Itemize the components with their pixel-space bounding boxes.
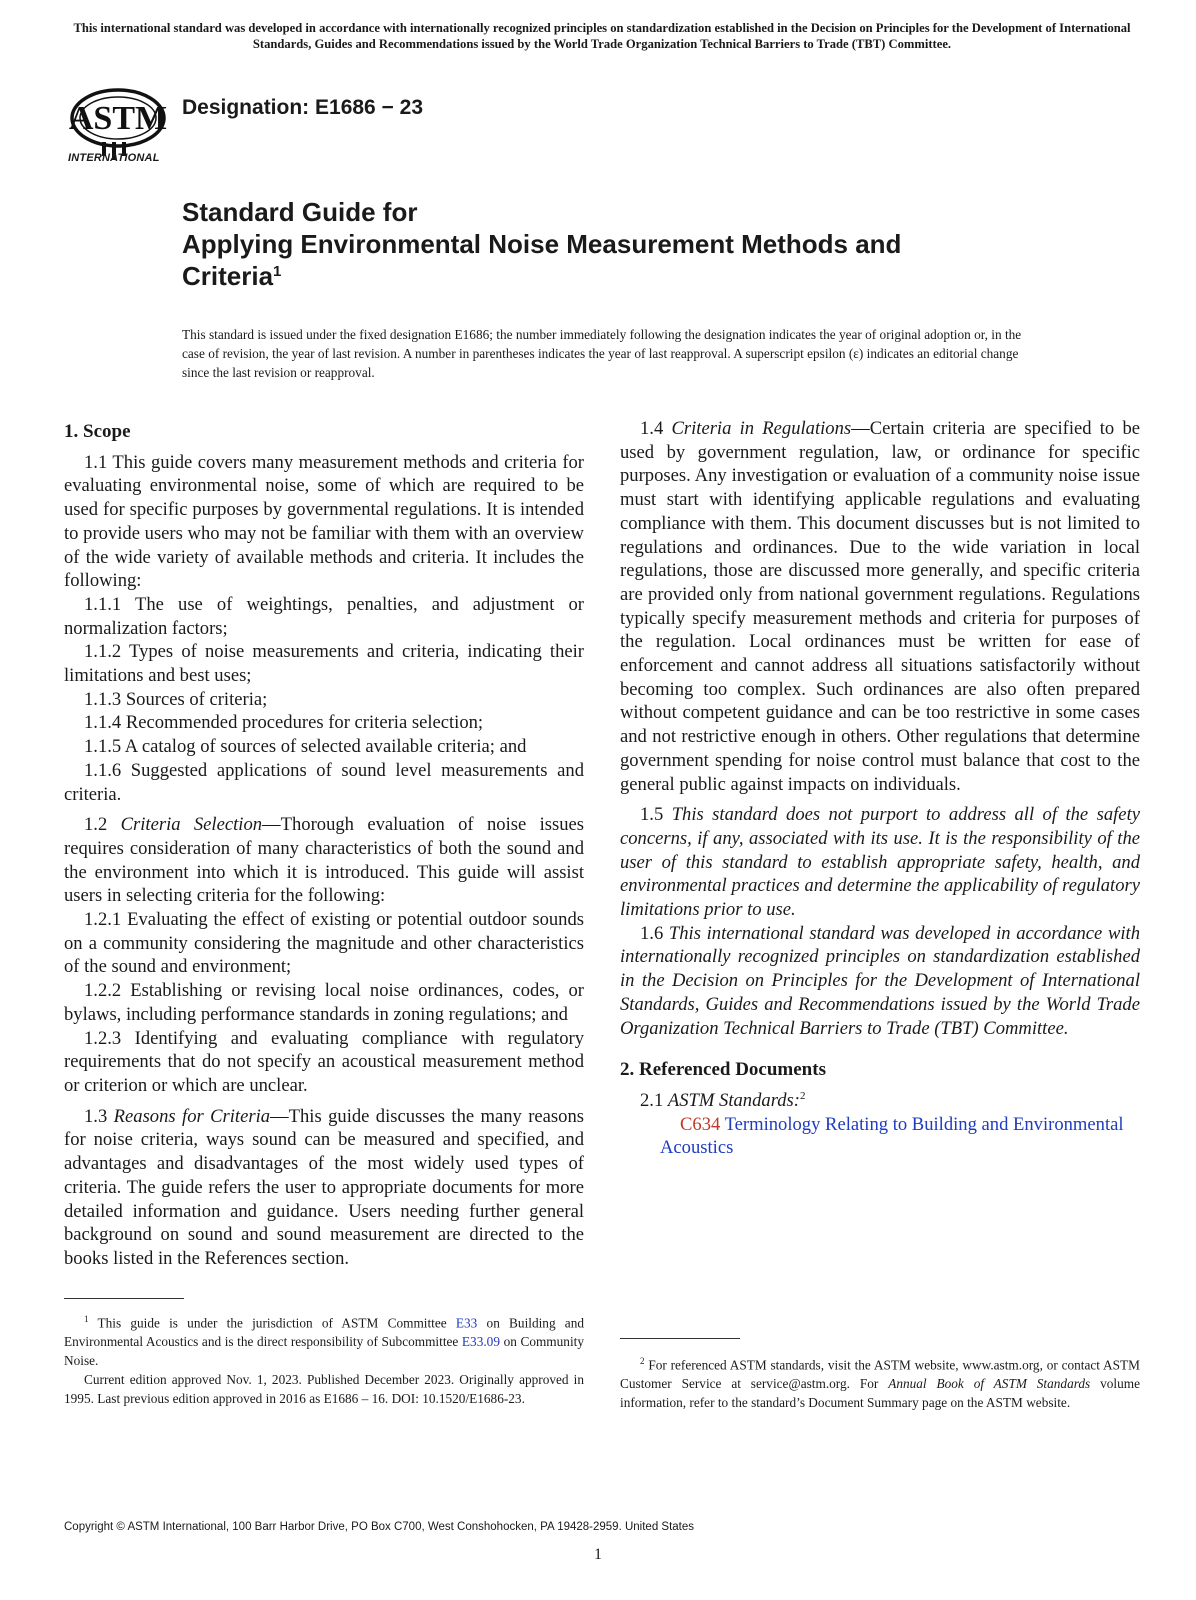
left-column bbox=[64, 420, 584, 1271]
page-number: 1 bbox=[594, 1546, 602, 1563]
top-notice: This international standard was developed in accordance with internationally recognized principles on standardization established in the Decision on Principles for the Development of International Standards, Guides and Recommendations issued by the World Trade Organization Technical Barriers to Trade (TBT) Committee. bbox=[73, 21, 1131, 51]
footnote-1-text-a: This guide is under the jurisdiction of ASTM Committee bbox=[97, 1315, 447, 1331]
footnote-1-text-b: on Building and Environmental Acoustics and is the direct responsibility of Subcommittee bbox=[64, 1315, 585, 1350]
para-1-1-5: 1.1.5 A catalog of sources of selected available criteria; and bbox=[84, 736, 527, 758]
para-1-2-title: Criteria Selection bbox=[120, 814, 263, 836]
para-1-1-2: 1.1.2 Types of noise measurements and criteria, indicating their limitations and best uses; bbox=[64, 641, 584, 687]
para-1-6 bbox=[620, 922, 1140, 1041]
footnote-rule-left bbox=[64, 1298, 184, 1299]
document-title bbox=[182, 196, 1062, 292]
footnote-2-text-b: volume information, refer to the standard’s Document Summary page on the ASTM website. bbox=[620, 1376, 1141, 1411]
footnote-1-para-2: Current edition approved Nov. 1, 2023. Published December 2023. Originally approved in 1995. Last previous edition approved in 2016 as E1686 – 16. DOI: 10.1520/E1686-23. bbox=[64, 1372, 584, 1407]
para-1-6-text: This international standard was developed in accordance with internationally recognized principles on standardization established in the Decision on Principles for the Development of International Standards, Guides and Recommendations issued by the World Trade Organization Technical Barriers to Trade (TBT) Committee. bbox=[620, 922, 1140, 1039]
para-1-1-6: 1.1.6 Suggested applications of sound level measurements and criteria. bbox=[64, 759, 584, 805]
title-line-3 bbox=[182, 260, 1062, 292]
reference-c634[interactable] bbox=[620, 1113, 1140, 1160]
title-line-1: Standard Guide for bbox=[182, 197, 418, 227]
right-column bbox=[620, 410, 1140, 1160]
footnote-2-text-a: For referenced ASTM standards, visit the ASTM website, www.astm.org, or contact ASTM Customer Service at service@astm.org. For bbox=[620, 1357, 1141, 1392]
logo-wordmark: INTERNATIONAL bbox=[68, 152, 160, 164]
subcommittee-e33-09-link[interactable]: E33.09 bbox=[461, 1334, 500, 1350]
para-1-1-3: 1.1.3 Sources of criteria; bbox=[84, 688, 268, 710]
para-1-2-num: 1.2 bbox=[84, 814, 108, 836]
para-1-2-text: —Thorough evaluation of noise issues requires consideration of many characteristics of both the sound and the environment into which it is introduced. This guide will assist users in selecting criteria for the following: bbox=[64, 814, 585, 907]
copyright-line: Copyright © ASTM International, 100 Barr Harbor Drive, PO Box C700, West Conshohocken, PA 19428-2959. United States bbox=[64, 1521, 695, 1533]
para-1-4-text: —Certain criteria are specified to be used by government regulation, law, or ordinance for specific purposes. Any investigation or evaluation of a community noise issue must start with identifying applicable regulations and evaluating compliance with them. This document discusses but is not limited to regulations and ordinances. Due to the wide variation in local regulations, those are discussed more generally, and specific criteria are provided only from national government regulations. Regulations typically specify measurement methods and criteria for purposes of the regulation. Local ordinances must be written for ease of enforcement and cannot address all situations satisfactorily without becoming too complex. Such ordinances are also often prepared without competent guidance and can be too restrictive in some cases and not restrictive enough in others. Other regulations that determine government spending for noise control must balance that cost to the general public against impacts on individuals. bbox=[620, 418, 1140, 795]
para-2-1-num: 2.1 bbox=[640, 1089, 664, 1111]
title-line-2: Applying Environmental Noise Measurement Methods and bbox=[182, 229, 902, 259]
committee-e33-link[interactable]: E33 bbox=[455, 1315, 478, 1331]
footnote-1-para-1 bbox=[64, 1310, 584, 1370]
para-1-2-2: 1.2.2 Establishing or revising local noise ordinances, codes, or bylaws, including performance standards in zoning regulations; and bbox=[64, 980, 584, 1025]
title-footnote-mark[interactable]: 1 bbox=[273, 263, 282, 280]
svg-text:ASTM: ASTM bbox=[68, 100, 168, 137]
footnote-2-book-title: Annual Book of ASTM Standards bbox=[888, 1376, 1091, 1392]
footnote-2 bbox=[620, 1352, 1140, 1412]
para-1-4-title: Criteria in Regulations bbox=[671, 418, 852, 439]
reference-code[interactable]: C634 bbox=[680, 1113, 721, 1135]
para-1-3-num: 1.3 bbox=[84, 1105, 108, 1127]
para-1-2-1: 1.2.1 Evaluating the effect of existing or potential outdoor sounds on a community considering the magnitude and other characteristics of the sound and environment; bbox=[64, 909, 584, 978]
para-1-3-text: —This guide discusses the many reasons for noise criteria, ways sound can be measured and specified, and advantages and disadvantages of the most widely used types of criteria. The guide refers the user to appropriate documents for more detailed information and guidance. Users needing further general background on sound and sound measurement are directed to the books listed in the References section. bbox=[64, 1105, 584, 1269]
reference-title[interactable]: Terminology Relating to Building and Environmental Acoustics bbox=[660, 1113, 1124, 1159]
section-1-heading: 1. Scope bbox=[64, 421, 131, 442]
footnote-2-para bbox=[620, 1352, 1140, 1412]
designation: Designation: E1686 − 23 bbox=[182, 96, 424, 119]
section-2-heading: 2. Referenced Documents bbox=[620, 1059, 826, 1081]
para-1-3-title: Reasons for Criteria bbox=[113, 1105, 271, 1127]
footnote-rule-right bbox=[620, 1338, 740, 1339]
para-2-1 bbox=[620, 1089, 1140, 1113]
title-line-3-text: Criteria bbox=[182, 261, 274, 291]
para-1-4 bbox=[620, 417, 1140, 796]
para-1-6-num: 1.6 bbox=[640, 922, 664, 944]
issuance-statement: This standard is issued under the fixed designation E1686; the number immediately following the designation indicates the year of original adoption or, in the case of revision, the year of last revision. A number in parentheses indicates the year of last reapproval. A superscript epsilon (ε) indicates an editorial change since the last revision or reapproval. bbox=[182, 327, 1022, 380]
para-1-1-4: 1.1.4 Recommended procedures for criteria selection; bbox=[84, 712, 484, 734]
footnote-1-text-c: on Community Noise. bbox=[64, 1334, 584, 1369]
para-1-4-num: 1.4 bbox=[640, 418, 664, 439]
para-1-1-1: 1.1.1 The use of weightings, penalties, and adjustment or normalization factors; bbox=[64, 593, 584, 639]
para-1-2-3: 1.2.3 Identifying and evaluating compliance with regulatory requirements that do not specify an acoustical measurement method or criterion or which are unclear. bbox=[64, 1027, 584, 1096]
para-1-3 bbox=[64, 1105, 584, 1271]
para-1-5-text: This standard does not purport to address all of the safety concerns, if any, associated with its use. It is the responsibility of the user of this standard to establish appropriate safety, health, and environmental practices and determine the applicability of regulatory limitations prior to use. bbox=[620, 804, 1140, 921]
para-2-1-footnote-mark[interactable]: 2 bbox=[799, 1089, 806, 1102]
para-1-2 bbox=[64, 813, 584, 908]
para-1-1: 1.1 This guide covers many measurement methods and criteria for evaluating environmental noise, some of which are required to be used for specific purposes by governmental regulations. It is intended to provide users who may not be familiar with them with an overview of the wide variety of available methods and criteria. It includes the following: bbox=[64, 451, 584, 592]
para-1-5 bbox=[620, 803, 1140, 922]
footnote-1 bbox=[64, 1310, 584, 1408]
para-2-1-title: ASTM Standards: bbox=[667, 1089, 800, 1111]
para-1-5-num: 1.5 bbox=[640, 804, 664, 826]
footnote-1-mark: 1 bbox=[84, 1314, 89, 1324]
footnote-2-mark: 2 bbox=[640, 1356, 645, 1366]
